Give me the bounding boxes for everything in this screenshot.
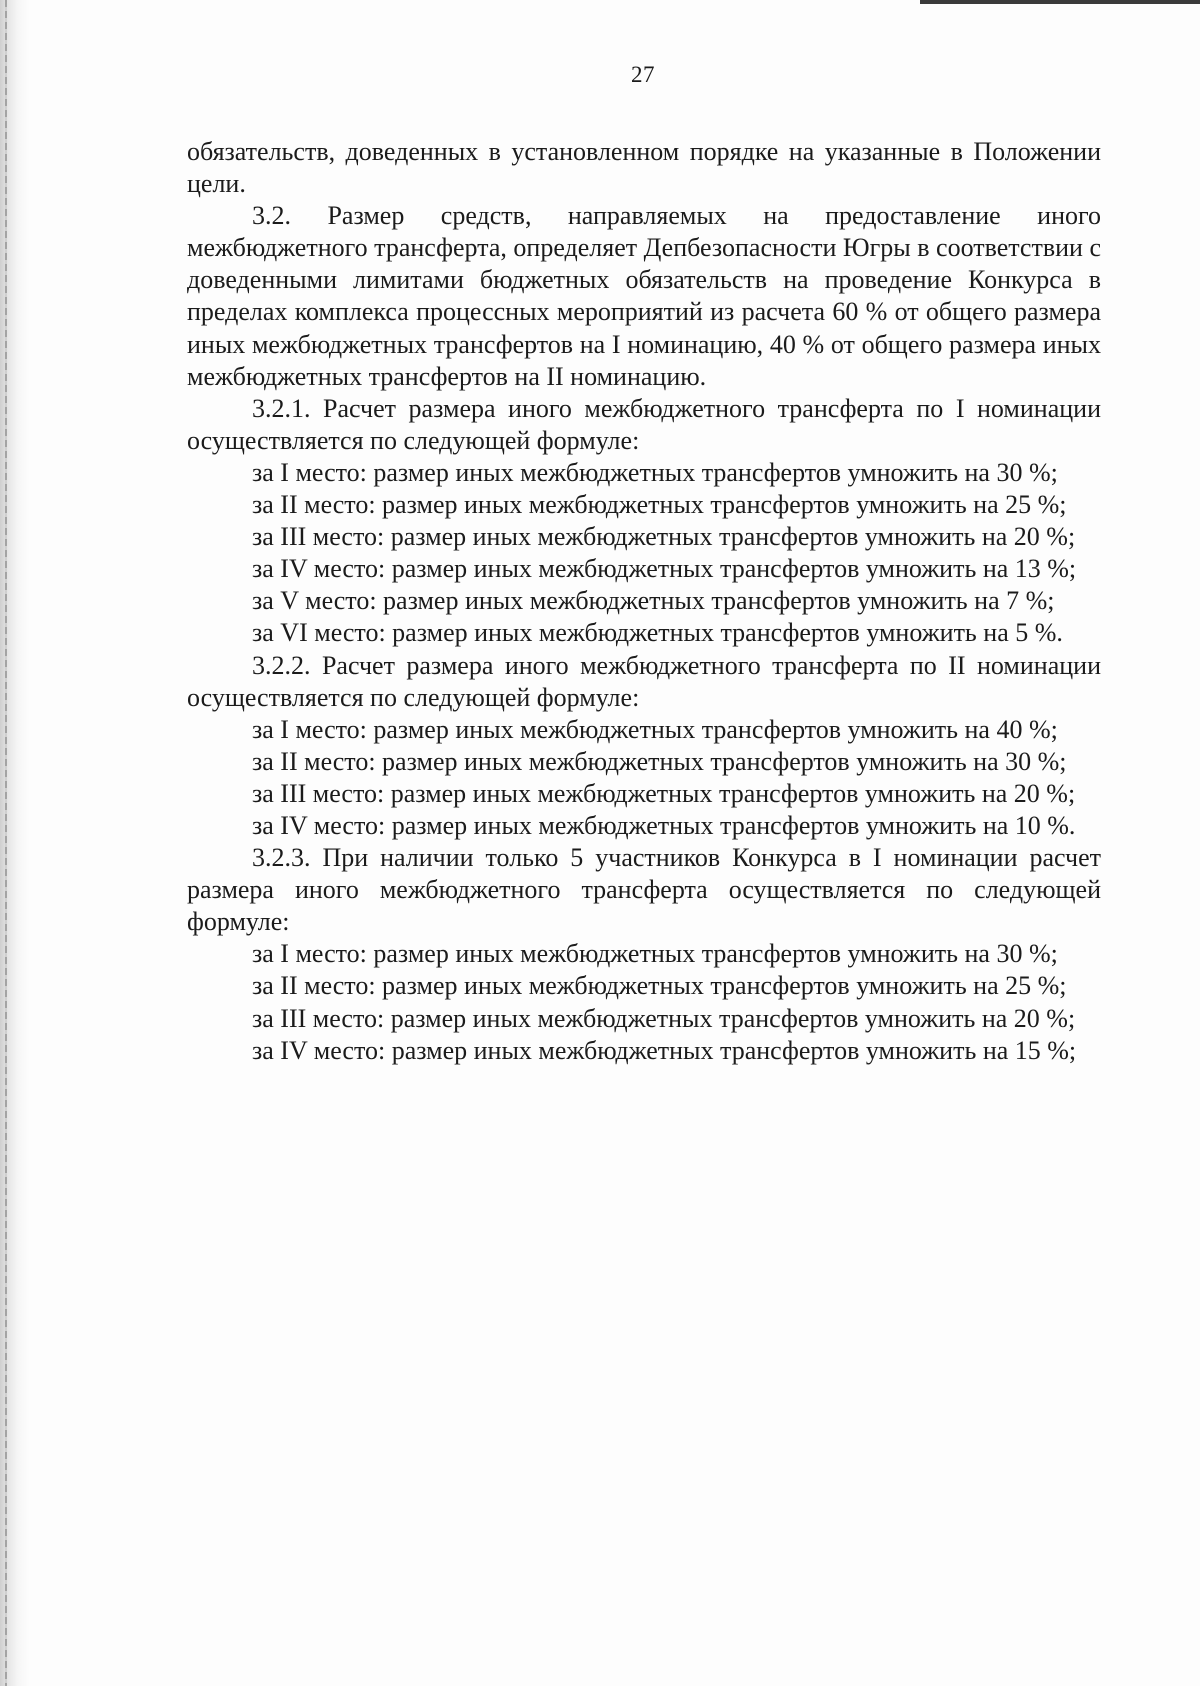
- list-item: за III место: размер иных межбюджетных трансфертов умножить на 20 %;: [252, 1003, 1076, 1033]
- paragraph-3-2: 3.2. Размер средств, направляемых на предоставление иного межбюджетного трансферта, определяет Депбезопасности Югры в соответствии с доведенными лимитами бюджетных обязательств на проведение Конкурса в пределах комплекса процессных мероприятий из расчета 60 % от общего размера иных межбюджетных трансфертов на I номинацию, 40 % от общего размера иных межбюджетных трансфертов на II номинацию.: [187, 201, 1101, 391]
- list-item: за IV место: размер иных межбюджетных трансфертов умножить на 13 %;: [252, 554, 1077, 584]
- paragraph-3-2-3: 3.2.3. При наличии только 5 участников Конкурса в I номинации расчет размера иного межбюджетного трансферта осуществляется по следующей формуле:: [187, 843, 1101, 937]
- list-item: за VI место: размер иных межбюджетных трансфертов умножить на 5 %.: [252, 618, 1063, 648]
- document-body: [187, 136, 1101, 1067]
- paragraph-3-2-1: 3.2.1. Расчет размера иного межбюджетного трансферта по I номинации осуществляется по следующей формуле:: [187, 393, 1101, 455]
- scan-top-bar: [920, 0, 1200, 4]
- list-item: за III место: размер иных межбюджетных трансфертов умножить на 20 %;: [252, 522, 1076, 552]
- list-item: за III место: размер иных межбюджетных трансфертов умножить на 20 %;: [252, 778, 1076, 808]
- list-item: за V место: размер иных межбюджетных трансфертов умножить на 7 %;: [252, 586, 1055, 616]
- list-item: за II место: размер иных межбюджетных трансфертов умножить на 25 %;: [252, 490, 1067, 520]
- list-item: за I место: размер иных межбюджетных трансфертов умножить на 40 %;: [252, 714, 1058, 744]
- list-item: за I место: размер иных межбюджетных трансфертов умножить на 30 %;: [252, 939, 1058, 969]
- list-item: за II место: размер иных межбюджетных трансфертов умножить на 25 %;: [252, 971, 1067, 1001]
- list-item: за I место: размер иных межбюджетных трансфертов умножить на 30 %;: [252, 457, 1058, 487]
- list-item: за IV место: размер иных межбюджетных трансфертов умножить на 10 %.: [252, 810, 1076, 840]
- paragraph-continuation: обязательств, доведенных в установленном порядке на указанные в Положении цели.: [187, 137, 1101, 199]
- paragraph-3-2-2: 3.2.2. Расчет размера иного межбюджетного трансферта по II номинации осуществляется по следующей формуле:: [187, 650, 1101, 712]
- scan-binding-edge: [0, 0, 30, 1686]
- page-number: 27: [631, 62, 655, 87]
- list-item: за IV место: размер иных межбюджетных трансфертов умножить на 15 %;: [252, 1035, 1077, 1065]
- list-item: за II место: размер иных межбюджетных трансфертов умножить на 30 %;: [252, 746, 1067, 776]
